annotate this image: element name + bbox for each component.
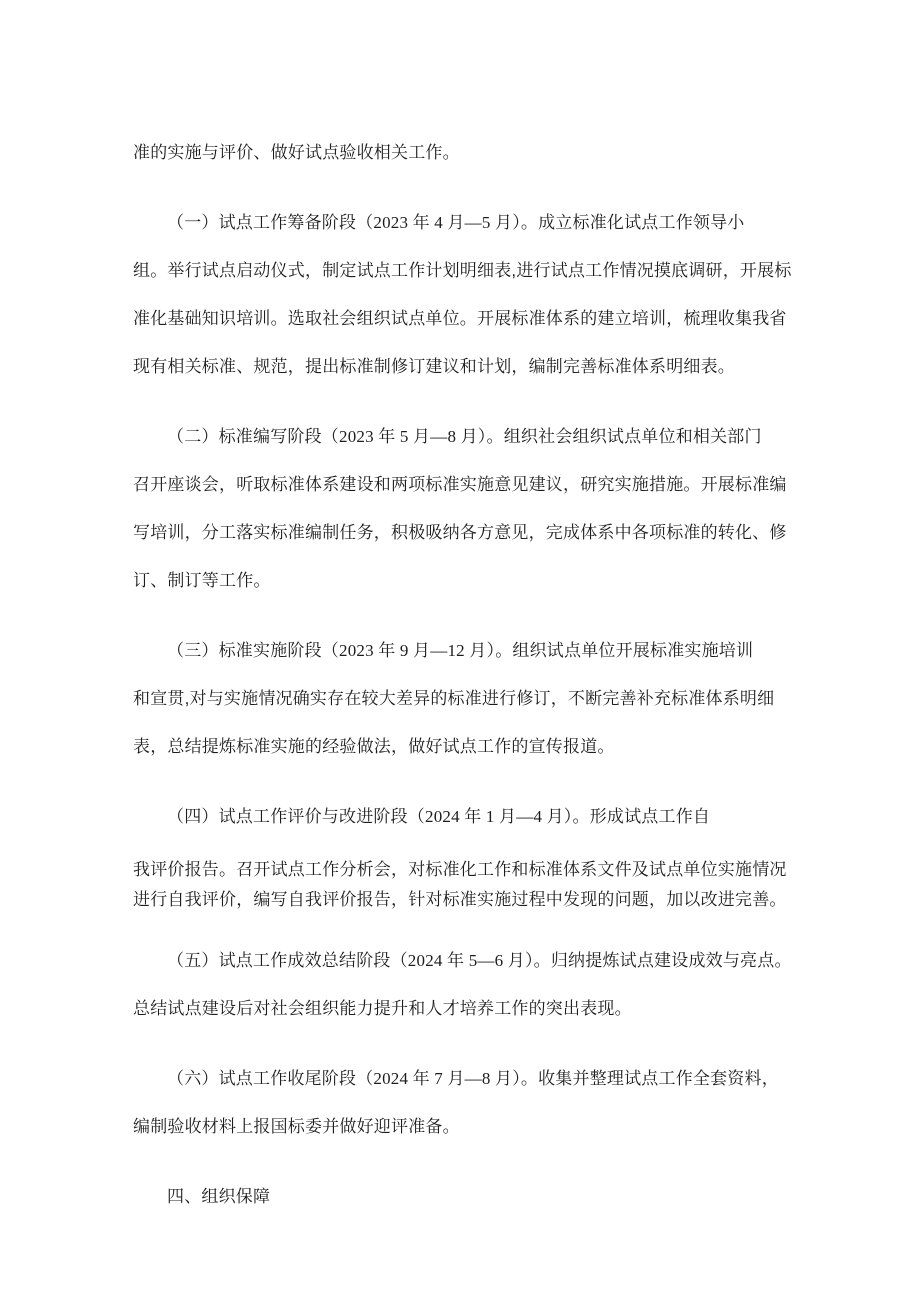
- section-3-body-line: [133, 723, 830, 771]
- section-6-lead-text: （六）试点工作收尾阶段（2024 年 7 月—8 月）。: [167, 1069, 539, 1088]
- body-text: 准的实施与评价、做好试点验收相关工作。: [133, 143, 460, 162]
- section-5-body-line: [133, 985, 830, 1033]
- section-5-lead-line: [133, 937, 830, 985]
- heading-text: 四、组织保障: [167, 1187, 271, 1206]
- section-2-lead-text: （二）标准编写阶段（2023 年 5 月—8 月）。: [167, 427, 504, 446]
- body-text: 成立标准化试点工作领导小: [538, 213, 745, 232]
- body-text: 订、制订等工作。: [133, 571, 271, 590]
- body-text: 组。举行试点启动仪式，制定试点工作计划明细表,进行试点工作情况摸底调研，开展标: [133, 261, 792, 280]
- body-text: 我评价报告。召开试点工作分析会，对标准化工作和标准体系文件及试点单位实施情况: [133, 860, 787, 879]
- section-6-lead-line: [133, 1055, 830, 1103]
- heading-4-organizational-support: [133, 1173, 830, 1221]
- section-2-body-line: [133, 557, 830, 605]
- body-text: 现有相关标准、规范，提出标准制修订建议和计划，编制完善标准体系明细表。: [133, 357, 735, 376]
- section-4-body-line: [133, 855, 830, 885]
- body-text: 组织社会组织试点单位和相关部门: [503, 427, 762, 446]
- section-2-body-line: [133, 461, 830, 509]
- body-text: 召开座谈会，听取标准体系建设和两项标准实施意见建议，研究实施措施。开展标准编: [133, 475, 787, 494]
- body-text: 写培训，分工落实标准编制任务，积极吸纳各方意见，完成体系中各项标准的转化、修: [133, 523, 787, 542]
- body-text: 组织试点单位开展标准实施培训: [512, 641, 754, 660]
- body-text: 总结试点建设后对社会组织能力提升和人才培养工作的突出表现。: [133, 999, 632, 1018]
- body-text: 进行自我评价，编写自我评价报告，针对标准实施过程中发现的问题，加以改进完善。: [133, 890, 787, 909]
- section-4-body-line: [133, 885, 830, 915]
- section-2-lead-line: [133, 413, 830, 461]
- section-3-lead-text: （三）标准实施阶段（2023 年 9 月—12 月）。: [167, 641, 513, 660]
- body-text: 形成试点工作自: [589, 807, 711, 826]
- body-text: 和宣贯,对与实施情况确实存在较大差异的标准进行修订，不断完善补充标准体系明细: [133, 689, 775, 708]
- section-1-body-line: [133, 343, 830, 391]
- para-intro-tail-line: [133, 129, 830, 177]
- section-4-lead-text: （四）试点工作评价与改进阶段（2024 年 1 月—4 月）。: [167, 807, 590, 826]
- section-6-body-line: [133, 1103, 830, 1151]
- body-text: 归纳提炼试点建设成效与亮点。: [550, 951, 792, 970]
- section-4-lead-line: [133, 793, 830, 841]
- section-3-body-line: [133, 675, 830, 723]
- section-1-lead-text: （一）试点工作筹备阶段（2023 年 4 月—5 月）。: [167, 213, 539, 232]
- section-5-lead-text: （五）试点工作成效总结阶段（2024 年 5—6 月）。: [167, 951, 551, 970]
- section-2-body-line: [133, 509, 830, 557]
- section-1-lead-line: [133, 199, 830, 247]
- section-3-lead-line: [133, 627, 830, 675]
- section-1-body-line: [133, 247, 830, 295]
- body-text: 表，总结提炼标准实施的经验做法，做好试点工作的宣传报道。: [133, 737, 615, 756]
- section-1-body-line: [133, 295, 830, 343]
- body-text: 准化基础知识培训。选取社会组织试点单位。开展标准体系的建立培训，梳理收集我省: [133, 309, 787, 328]
- body-text: 编制验收材料上报国标委并做好迎评准备。: [133, 1117, 460, 1136]
- body-text: 收集并整理试点工作全套资料，: [538, 1069, 779, 1088]
- document-content: [133, 0, 830, 1221]
